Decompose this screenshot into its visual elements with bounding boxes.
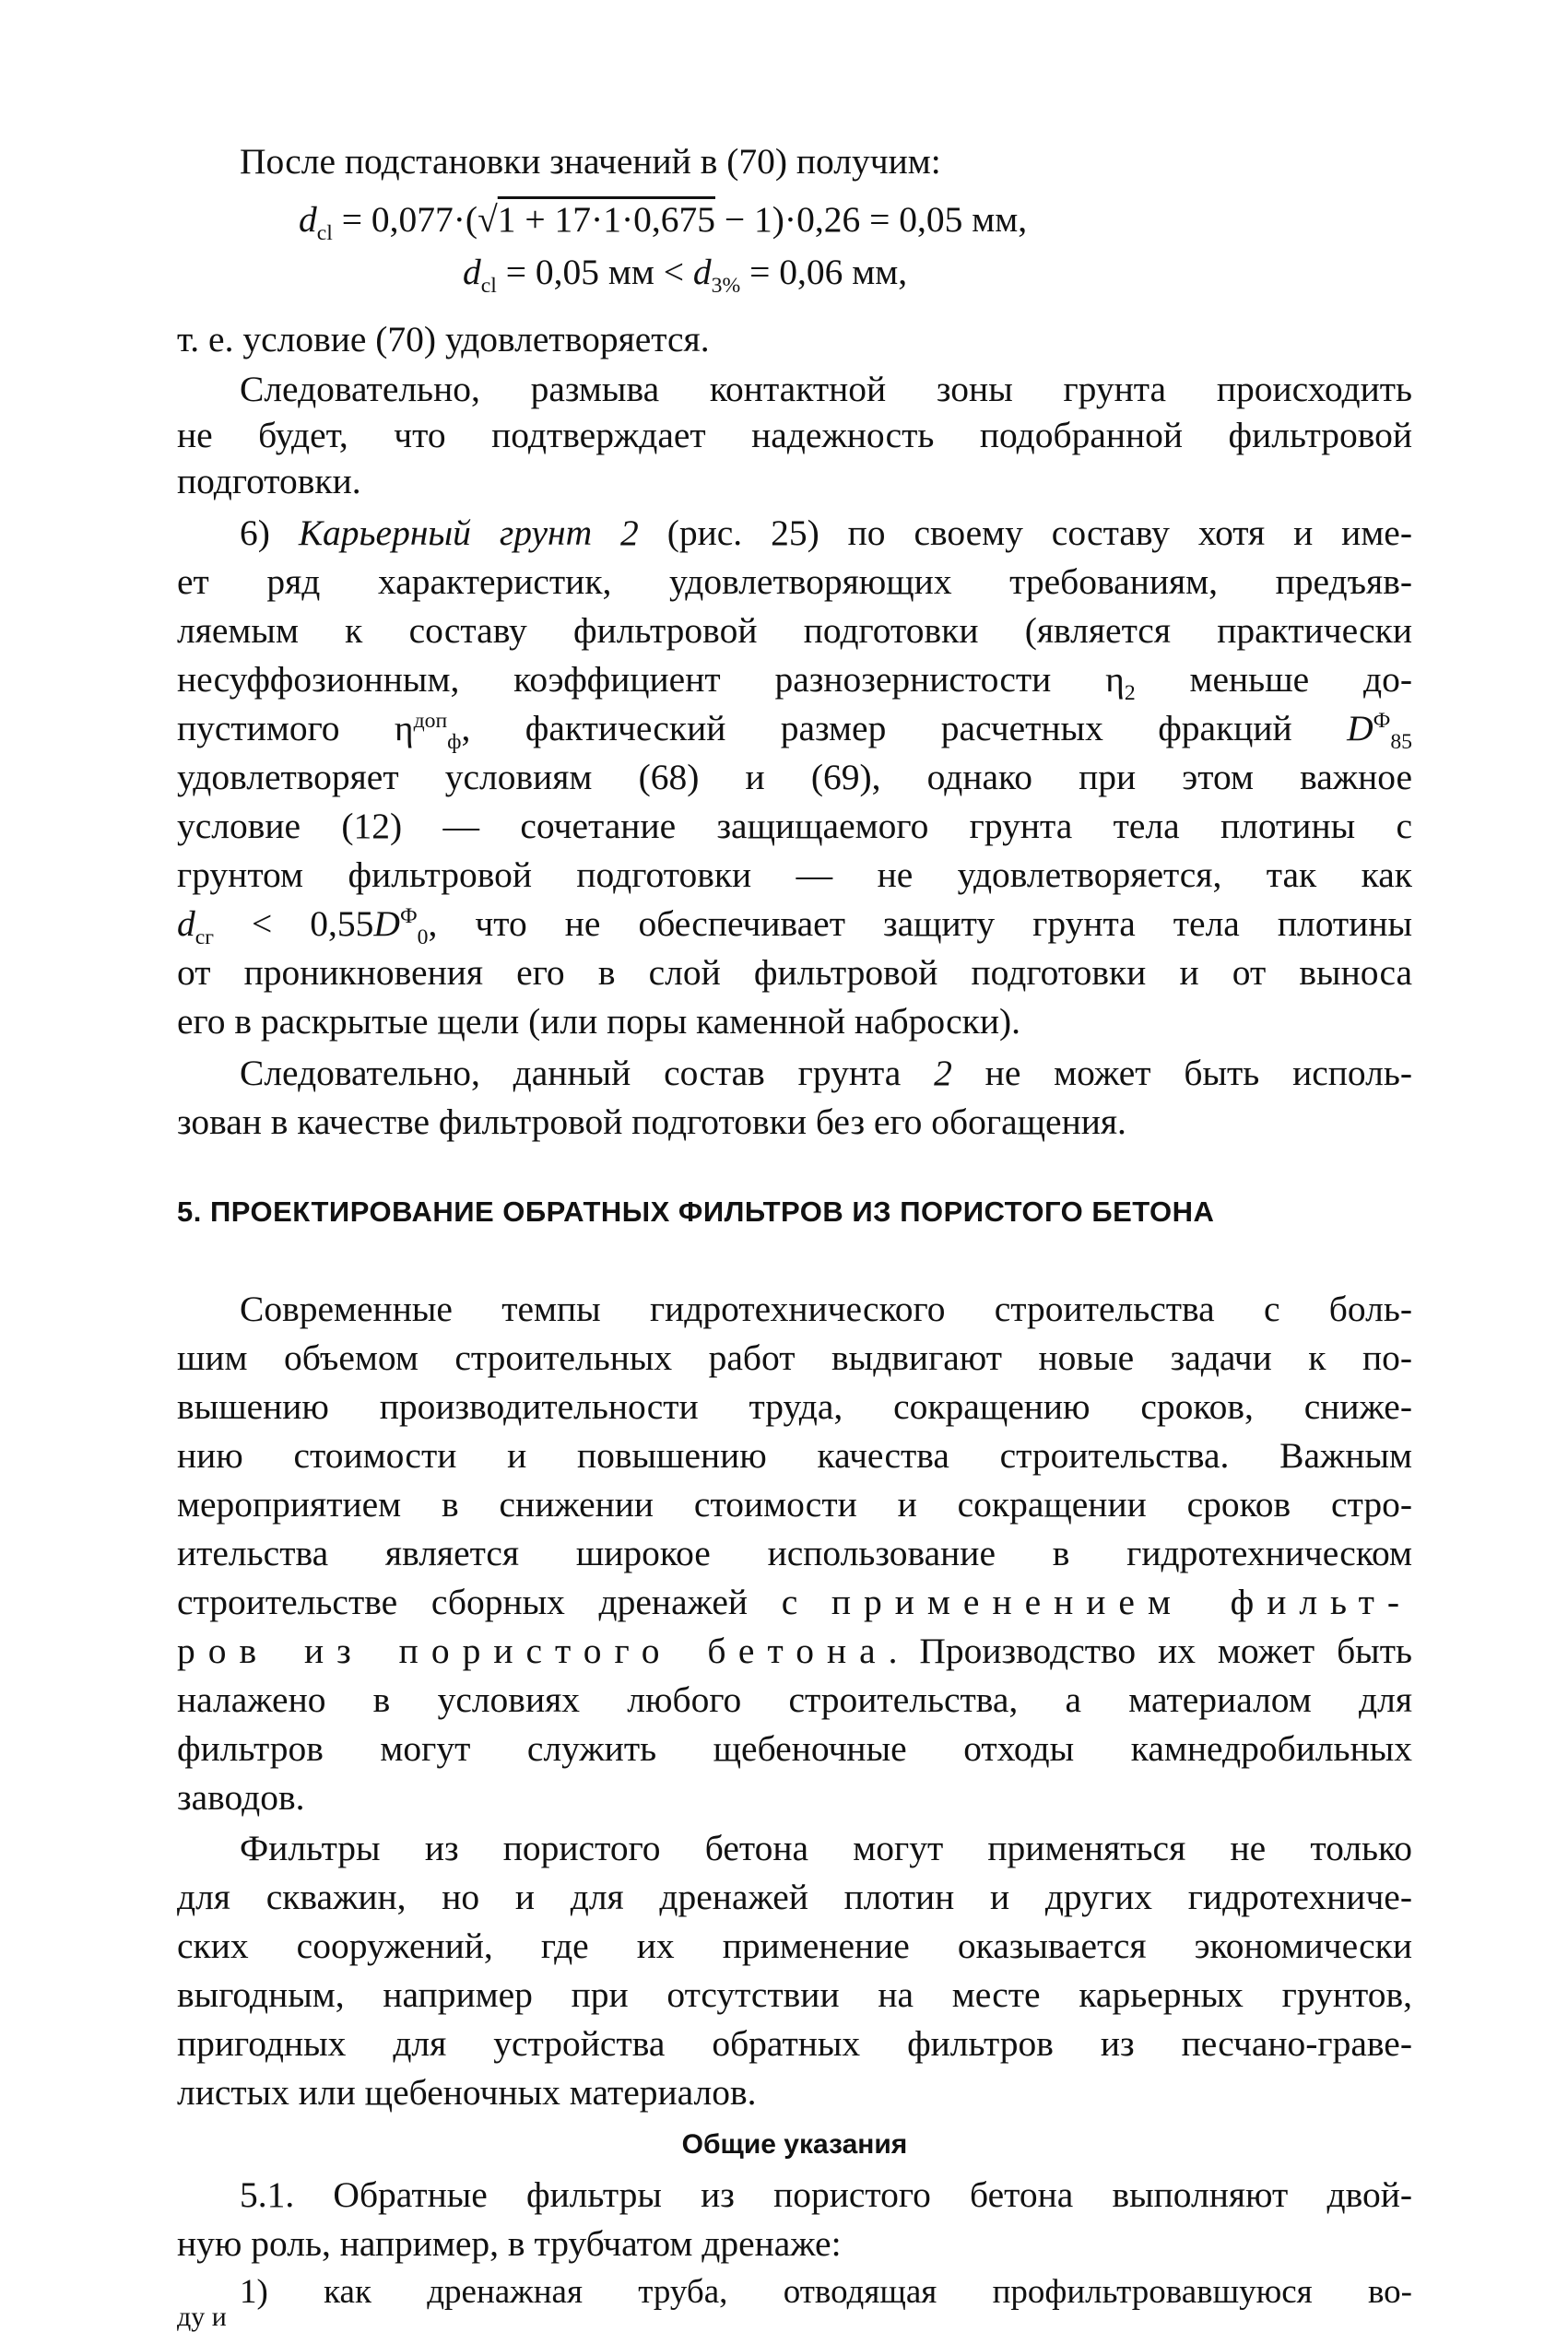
p5-l8-b: . Производство их может быть <box>888 1631 1412 1671</box>
p5-l7-a: строительстве сборных дренажей с <box>177 1582 831 1622</box>
p3-l4-b: меньше до- <box>1135 659 1412 700</box>
p5-line-7 <box>177 1579 1412 1625</box>
p3-l9-sub: сг <box>195 925 214 949</box>
p5-line-1: Современные темпы гидротехнического строительства с боль- <box>240 1289 1412 1329</box>
p3-l9-italic: d <box>177 903 195 944</box>
p5-line-6: ительства является широкое использование в гидротехническом <box>177 1533 1412 1573</box>
p5-line-5: мероприятием в снижении стоимости и сокращении сроков стро- <box>177 1484 1412 1525</box>
p3-l5-a: пустимого η <box>177 708 414 748</box>
p6-line-5: пригодных для устройства обратных фильтров из песчано-граве- <box>177 2023 1412 2064</box>
eq1-subscript: cl <box>316 220 333 245</box>
p3-line-1 <box>177 510 1412 556</box>
p5-line-9: налажено в условиях любого строительства, а материалом для <box>177 1679 1412 1720</box>
p3-l9-sub2: 0 <box>417 925 429 949</box>
p3-line-8: грунтом фильтровой подготовки — не удовлетворяется, так как <box>177 854 1412 895</box>
p3-l1-b: (рис. 25) по своему составу хотя и име- <box>638 512 1412 553</box>
p3-l5-sup: доп <box>413 708 448 733</box>
p6-line-3: ских сооружений, где их применение оказывается экономически <box>177 1926 1412 1966</box>
p4-line-2: зован в качестве фильтровой подготовки без его обогащения. <box>177 1101 1126 1142</box>
p3-l4-sub: 2 <box>1124 680 1136 705</box>
p3-line-3: ляемым к составу фильтровой подготовки (является практически <box>177 610 1412 651</box>
eq2-part-b: = 0,05 мм < <box>496 252 693 292</box>
eq2-subscript-2: 3% <box>711 273 741 298</box>
p5-line-3: вышению производительности труда, сокращению сроков, сниже- <box>177 1386 1412 1427</box>
equation-2 <box>463 249 1385 298</box>
eq1-radicand: 1 + 17·1·0,675 <box>497 199 715 240</box>
p4-l1-a: Следовательно, данный состав грунта <box>240 1053 935 1093</box>
p3-line-11: его в раскрытые щели (или поры каменной наброски). <box>177 1001 1020 1042</box>
p5-l7-spaced: применением филь <box>831 1582 1359 1622</box>
p5-l8-spaced: ров из пористого бетона <box>177 1631 889 1671</box>
p4-l1-italic: 2 <box>934 1053 952 1093</box>
p3-l1-a: 6) <box>240 512 299 553</box>
eq2-subscript: cl <box>480 273 497 298</box>
p1-line: т. е. условие (70) удовлетворяется. <box>177 319 710 359</box>
p5-line-4: нию стоимости и повышению качества строительства. Важным <box>177 1435 1412 1476</box>
p3-l9-a: < 0,55 <box>213 903 374 944</box>
p3-line-5 <box>177 705 1412 754</box>
eq1-var: d <box>299 199 317 240</box>
p3-line-9 <box>177 901 1412 947</box>
p5-line-2: шим объемом строительных работ выдвигают новые задачи к по- <box>177 1337 1412 1378</box>
p8-line-1: 1) как дренажная труба, отводящая профильтровавшуюся во- <box>240 2273 1412 2311</box>
equation-1 <box>299 196 1405 245</box>
eq1-part-b: = 0,077·( <box>332 199 478 240</box>
p4-line-1 <box>177 1050 1412 1096</box>
p6-line-2: для скважин, но и для дренажей плотин и других гидротехниче- <box>177 1877 1412 1917</box>
subheading: Общие указания <box>681 2129 908 2160</box>
p5-line-11: заводов. <box>177 1777 305 1818</box>
p3-l5-sub2: 85 <box>1390 729 1412 754</box>
p5-l7-b: т- <box>1358 1582 1412 1622</box>
p7-line-1: 5.1. Обратные фильтры из пористого бетона выполняют двой- <box>240 2174 1412 2215</box>
p6-line-6: листых или щебеночных материалов. <box>177 2072 757 2113</box>
p4-l1-b: не может быть исполь- <box>951 1053 1413 1093</box>
eq2-var: d <box>463 252 481 292</box>
section-heading: 5. ПРОЕКТИРОВАНИЕ ОБРАТНЫХ ФИЛЬТРОВ ИЗ ПОРИСТОГО БЕТОНА <box>177 1195 1215 1228</box>
p2-line-2: не будет, что подтверждает надежность подобранной фильтровой <box>177 415 1412 455</box>
p3-l5-sub: ф <box>447 729 462 754</box>
p7-line-2: ную роль, например, в трубчатом дренаже: <box>177 2223 842 2264</box>
intro-line: После подстановки значений в (70) получим: <box>240 141 941 182</box>
p6-line-1: Фильтры из пористого бетона могут применяться не только <box>240 1828 1412 1868</box>
eq1-root-sign: √ <box>477 199 498 240</box>
p3-line-6: удовлетворяет условиям (68) и (69), однако при этом важное <box>177 757 1412 797</box>
p8-line-2: ду и <box>177 2302 227 2332</box>
p6-line-4: выгодным, например при отсутствии на месте карьерных грунтов, <box>177 1974 1412 2015</box>
p3-l1-italic: Карьерный грунт 2 <box>298 512 639 553</box>
p3-l9-sup: Ф <box>399 903 418 928</box>
p3-l5-italic: D <box>1347 708 1373 748</box>
eq2-part-d: = 0,06 мм, <box>740 252 908 292</box>
p3-l5-sup2: Ф <box>1373 708 1391 733</box>
p3-line-2: ет ряд характеристик, удовлетворяющих требованиям, предъяв- <box>177 561 1412 602</box>
p2-line-1: Следовательно, размыва контактной зоны грунта происходить <box>240 369 1412 409</box>
p2-line-3: подготовки. <box>177 461 361 501</box>
p3-l9-italic-2: D <box>373 903 400 944</box>
p5-line-8 <box>177 1628 1412 1674</box>
p3-l4-a: несуффозионным, коэффициент разнозернистости η <box>177 659 1125 700</box>
p3-l9-b: , что не обеспечивает защиту грунта тела плотины <box>428 903 1412 944</box>
p3-l5-b: , фактический размер расчетных фракций <box>461 708 1348 748</box>
p3-line-10: от проникновения его в слой фильтровой подготовки и от выноса <box>177 952 1412 993</box>
eq2-var-2: d <box>692 252 712 292</box>
eq1-part-c: − 1)·0,26 = 0,05 мм, <box>714 199 1028 240</box>
p3-line-4 <box>177 656 1412 705</box>
p3-line-7: условие (12) — сочетание защищаемого грунта тела плотины с <box>177 806 1412 846</box>
p5-line-10: фильтров могут служить щебеночные отходы камнедробильных <box>177 1728 1412 1769</box>
